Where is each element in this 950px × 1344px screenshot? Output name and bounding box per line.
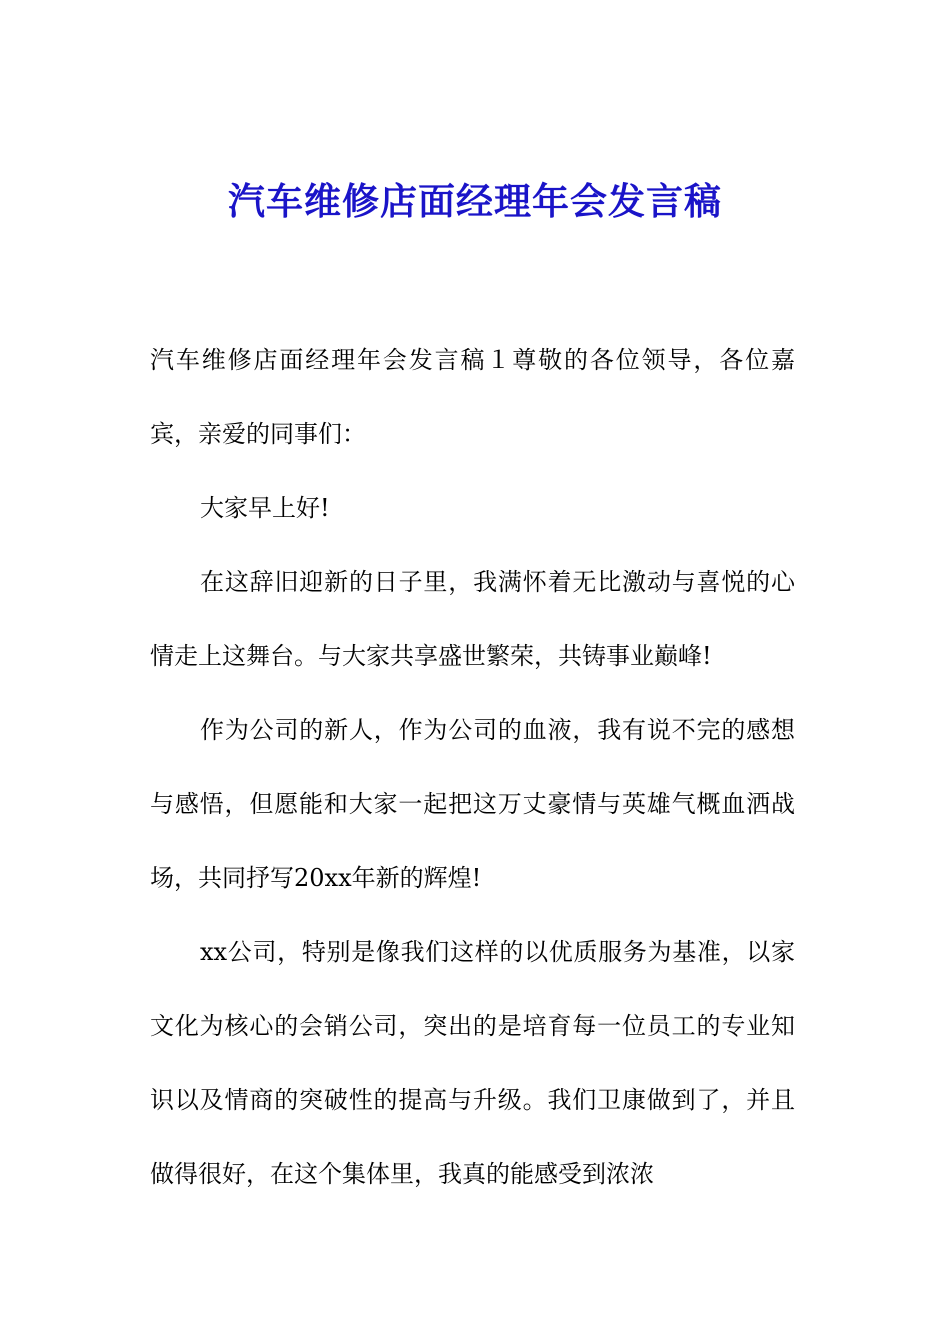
paragraph-new-member: 作为公司的新人，作为公司的血液，我有说不完的感想与感悟，但愿能和大家一起把这万丈豪情与英雄气概血洒战场，共同抒写20xx年新的辉煌! [150, 716, 795, 892]
document-title: 汽车维修店面经理年会发言稿 [228, 180, 722, 223]
paragraph-company: xx公司，特别是像我们这样的以优质服务为基准，以家文化为核心的会销公司，突出的是培育每一位员工的专业知识以及情商的突破性的提高与升级。我们卫康做到了，并且做得很好，在这个集体里，我真的能感受到浓浓 [150, 938, 795, 1188]
paragraph-greeting: 大家早上好! [200, 494, 330, 522]
document-body [150, 323, 795, 1211]
paragraph-new-year: 在这辞旧迎新的日子里，我满怀着无比激动与喜悦的心情走上这舞台。与大家共享盛世繁荣，共铸事业巅峰! [150, 568, 795, 670]
paragraph-salutation: 汽车维修店面经理年会发言稿１尊敬的各位领导，各位嘉宾，亲爱的同事们： [150, 346, 795, 448]
